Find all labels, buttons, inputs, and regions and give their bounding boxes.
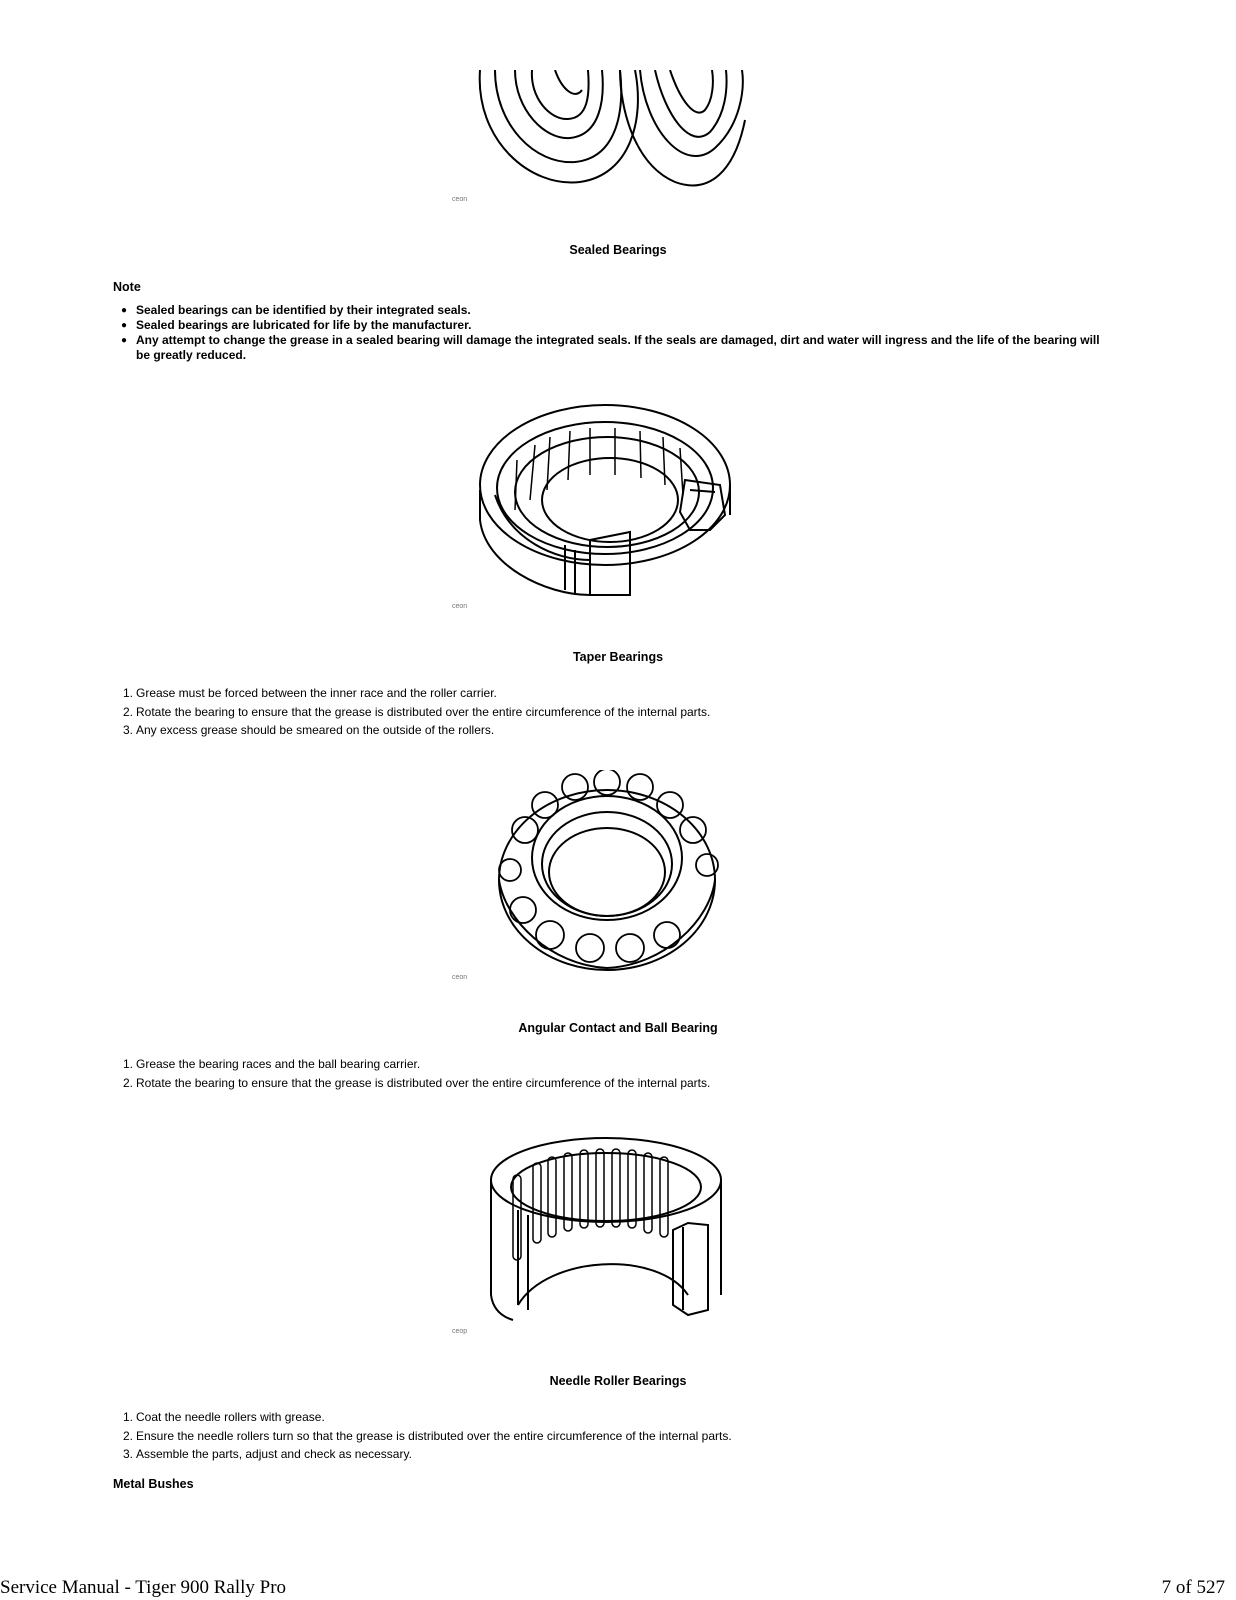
step-text: Rotate the bearing to ensure that the grease is distributed over the entire circumference of the internal parts.	[136, 1075, 711, 1090]
figure-code: ceop	[452, 1328, 468, 1335]
step-text: Ensure the needle rollers turn so that the grease is distributed over the entire circumference of the internal parts.	[136, 1428, 732, 1443]
step-number: 2.	[122, 1075, 133, 1090]
angular-contact-bearing-illustration	[495, 770, 720, 975]
step-number: 3.	[122, 1447, 133, 1461]
figure-code: ceon	[452, 196, 468, 203]
taper-steps	[113, 684, 1113, 740]
list-item	[113, 1445, 1113, 1464]
list-item	[113, 1074, 1113, 1093]
figure-caption-angular-contact: Angular Contact and Ball Bearing	[518, 1021, 718, 1035]
needle-steps	[113, 1408, 1113, 1464]
step-number: 1.	[122, 1057, 133, 1071]
sealed-bearings-illustration	[470, 70, 760, 195]
list-item: ● Sealed bearings can be identified by their integrated seals.	[113, 303, 1113, 318]
list-item	[113, 703, 1113, 722]
list-item	[113, 1427, 1113, 1446]
footer-page-number: 7 of 527	[1161, 1577, 1225, 1598]
figure-caption-taper-bearings: Taper Bearings	[572, 650, 664, 664]
step-number: 1.	[122, 686, 133, 700]
angular-steps	[113, 1055, 1113, 1092]
note-list	[113, 303, 1113, 363]
step-number: 2.	[122, 704, 133, 719]
figure-caption-needle-roller: Needle Roller Bearings	[549, 1374, 687, 1388]
step-text: Rotate the bearing to ensure that the grease is distributed over the entire circumference of the internal parts.	[136, 704, 711, 719]
list-item	[113, 1055, 1113, 1074]
figure-caption-sealed-bearings: Sealed Bearings	[569, 243, 667, 257]
list-item	[113, 1408, 1113, 1427]
footer-title: Service Manual - Tiger 900 Rally Pro	[0, 1577, 287, 1598]
step-text: Assemble the parts, adjust and check as necessary.	[136, 1447, 412, 1461]
step-text: Coat the needle rollers with grease.	[136, 1410, 325, 1424]
list-item: ● Any attempt to change the grease in a sealed bearing will damage the integrated seals. If the seals are damaged, dirt and water will ingress and the life of the bearing will be greatly reduced.	[113, 333, 1113, 363]
needle-roller-bearing-illustration	[488, 1135, 728, 1335]
step-number: 3.	[122, 723, 133, 737]
step-text: Any excess grease should be smeared on the outside of the rollers.	[136, 723, 495, 737]
step-text: Grease the bearing races and the ball bearing carrier.	[136, 1057, 421, 1071]
list-item	[113, 684, 1113, 703]
note-heading: Note	[113, 280, 141, 294]
list-item: ● Sealed bearings are lubricated for life by the manufacturer.	[113, 318, 1113, 333]
list-item	[113, 721, 1113, 740]
figure-code: ceon	[452, 603, 468, 610]
figure-code: ceon	[452, 974, 468, 981]
metal-bushes-heading: Metal Bushes	[113, 1477, 194, 1491]
step-number: 1.	[122, 1410, 133, 1424]
step-text: Grease must be forced between the inner race and the roller carrier.	[136, 686, 497, 700]
step-number: 2.	[122, 1428, 133, 1443]
taper-bearings-illustration	[475, 400, 745, 605]
